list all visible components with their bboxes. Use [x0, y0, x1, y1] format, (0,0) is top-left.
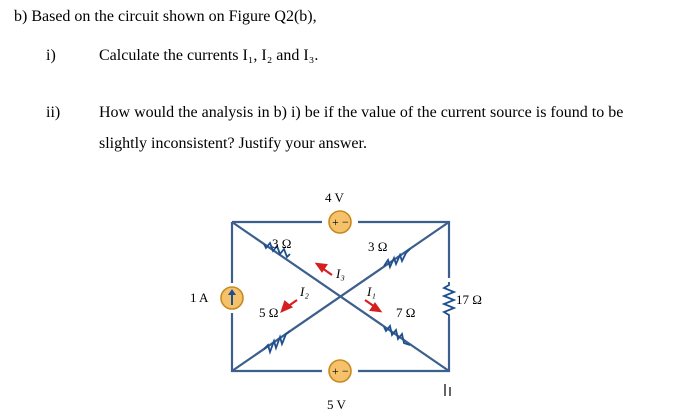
- arrow-i1: [365, 300, 380, 311]
- svg-text:−: −: [342, 215, 349, 229]
- label-5-ohm: 5 Ω: [259, 305, 279, 320]
- label-i2: I₂: [300, 284, 309, 299]
- voltage-source-bottom: [329, 360, 351, 382]
- svg-text:+: +: [332, 215, 339, 229]
- label-5v: 5 V: [327, 397, 346, 412]
- part-i-text: Calculate the currents I₁, I₂ and I₃.: [99, 47, 319, 64]
- bottom-right-marks: [445, 384, 450, 396]
- current-source: [221, 287, 243, 309]
- voltage-source-top: [329, 211, 351, 233]
- arrow-i2: [282, 300, 297, 311]
- label-i1: I₁: [367, 284, 376, 299]
- part-ii-line2: slightly inconsistent? Justify your answer.: [99, 135, 367, 152]
- label-3-ohm-right: 3 Ω: [368, 239, 388, 254]
- part-ii-line1: How would the analysis in b) i) be if the value of the current source is found to be: [99, 104, 624, 121]
- label-3-ohm-left: 3 Ω: [272, 236, 292, 251]
- label-17-ohm: 17 Ω: [456, 292, 482, 307]
- label-1a: 1 A: [190, 290, 209, 305]
- arrow-i3: [317, 264, 332, 275]
- label-7-ohm: 7 Ω: [396, 305, 416, 320]
- svg-text:−: −: [342, 364, 349, 378]
- svg-text:+: +: [332, 364, 339, 378]
- part-ii-number: ii): [46, 104, 61, 121]
- part-i-number: i): [46, 47, 56, 64]
- question-header: b) Based on the circuit shown on Figure Q2(b),: [14, 8, 317, 25]
- resistor-5-ohm: [264, 331, 290, 352]
- label-4v: 4 V: [325, 190, 344, 205]
- label-i3: I₃: [336, 266, 345, 281]
